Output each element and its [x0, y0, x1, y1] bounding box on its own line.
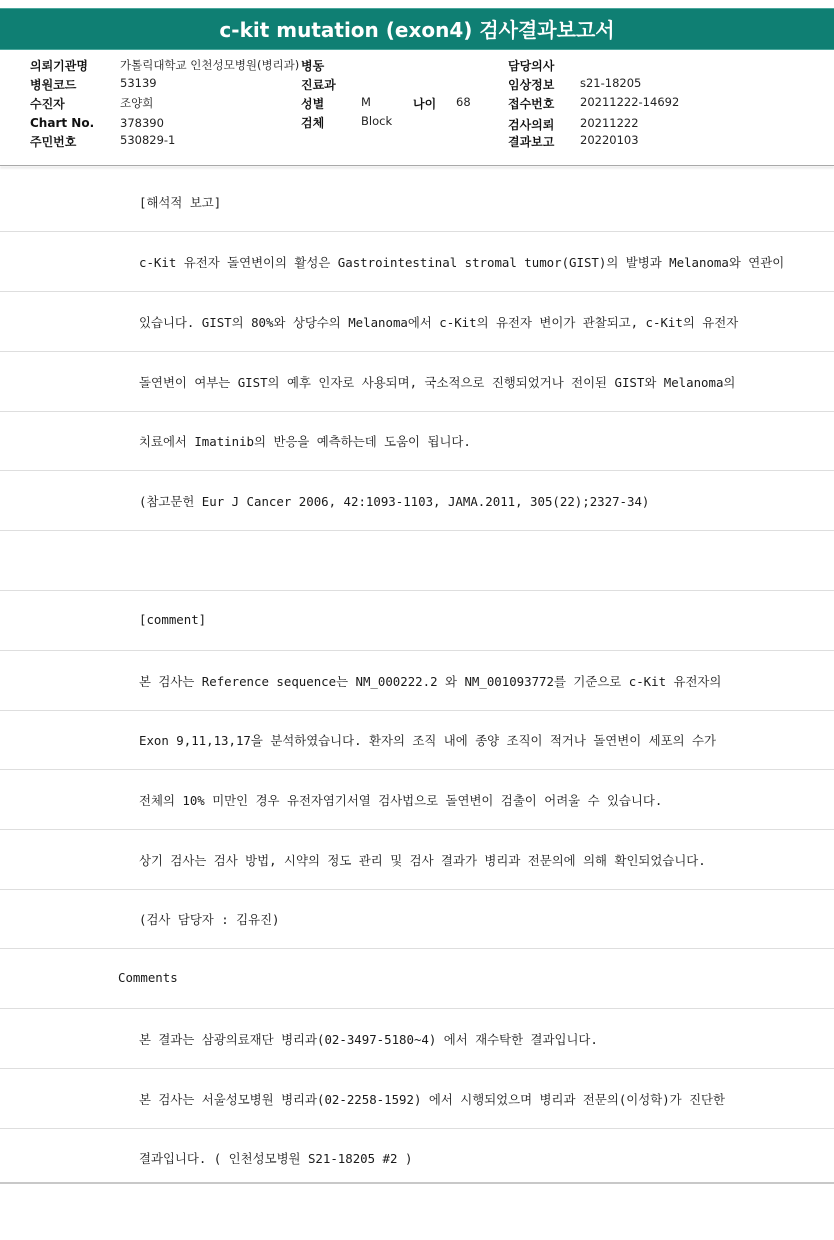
patient-label: 수진자 — [30, 97, 65, 111]
report-line-text: 본 결과는 삼광의료재단 병리과(02-3497-5180~4) 에서 재수탁한 결과입니다. — [139, 1032, 598, 1047]
report-line — [0, 830, 834, 890]
report-line — [0, 889, 834, 949]
report-line-text: 본 검사는 Reference sequence는 NM_000222.2 와 NM_001093772를 기준으로 c-Kit 유전자의 — [139, 674, 722, 689]
report-line — [0, 411, 834, 471]
request-date-value: 20211222 — [580, 116, 639, 130]
clinical-info-value: s21-18205 — [580, 76, 642, 90]
hospital-code-label: 병원코드 — [30, 78, 77, 92]
chart-no-label: Chart No. — [30, 116, 95, 130]
report-line — [0, 292, 834, 352]
report-line — [0, 232, 834, 292]
header-divider — [0, 165, 834, 166]
report-line — [0, 1069, 834, 1129]
institution-label: 의뢰기관명 — [30, 59, 88, 73]
report-line-text: 본 검사는 서울성모병원 병리과(02-2258-1592) 에서 시행되었으며 병리과 전문의(이성학)가 진단한 — [139, 1092, 725, 1107]
report-line — [0, 1009, 834, 1069]
receipt-value: 20211222-14692 — [580, 95, 680, 109]
report-line — [0, 352, 834, 412]
department-label: 진료과 — [301, 78, 336, 92]
report-line-text: (참고문헌 Eur J Cancer 2006, 42:1093-1103, JAMA.2011, 305(22);2327-34) — [139, 494, 650, 509]
specimen-label: 검체 — [301, 116, 325, 130]
patient-value: 조양희 — [120, 96, 154, 110]
report-line — [0, 471, 834, 531]
sex-label: 성별 — [301, 97, 325, 111]
report-line — [0, 591, 834, 651]
report-line-text: 상기 검사는 검사 방법, 시약의 정도 관리 및 검사 결과가 병리과 전문의에 의해 확인되었습니다. — [139, 853, 706, 868]
report-line-text: 전체의 10% 미만인 경우 유전자염기서열 검사법으로 돌연변이 검출이 어려울 수 있습니다. — [139, 793, 663, 808]
report-line-text: [comment] — [139, 612, 207, 627]
report-date-label: 결과보고 — [508, 135, 555, 149]
report-line — [0, 1128, 834, 1187]
report-line-text: c-Kit 유전자 돌연변이의 활성은 Gastrointestinal stromal tumor(GIST)의 발병과 Melanoma와 연관이 — [139, 255, 785, 270]
report-line-text: [해석적 보고] — [139, 195, 222, 210]
hospital-code-value: 53139 — [120, 76, 157, 90]
report-line — [0, 949, 834, 1009]
chart-no-value: 378390 — [120, 116, 164, 130]
age-value: 68 — [456, 95, 471, 109]
age-label: 나이 — [413, 97, 437, 111]
report-line-text: Exon 9,11,13,17을 분석하였습니다. 환자의 조직 내에 종양 조직이 적거나 돌연변이 세포의 수가 — [139, 733, 716, 748]
report-line — [0, 531, 834, 591]
request-date-label: 검사의뢰 — [508, 118, 555, 132]
report-line — [0, 710, 834, 770]
sex-value: M — [361, 95, 371, 109]
report-line — [0, 651, 834, 711]
report-date-value: 20220103 — [580, 133, 639, 147]
report-line-text: 치료에서 Imatinib의 반응을 예측하는데 도움이 됩니다. — [139, 434, 471, 449]
report-line-text: 돌연변이 여부는 GIST의 예후 인자로 사용되며, 국소적으로 진행되었거나 전이된 GIST와 Melanoma의 — [139, 375, 736, 390]
report-line — [0, 770, 834, 830]
rrn-label: 주민번호 — [30, 135, 77, 149]
footer-divider — [0, 1182, 834, 1184]
clinical-info-label: 임상정보 — [508, 78, 555, 92]
rrn-value: 530829-1 — [120, 133, 176, 147]
patient-info-header — [0, 52, 834, 164]
report-title: c-kit mutation (exon4) 검사결과보고서 — [0, 8, 834, 50]
report-line-text: 있습니다. GIST의 80%와 상당수의 Melanoma에서 c-Kit의 유전자 변이가 관찰되고, c-Kit의 유전자 — [139, 315, 739, 330]
receipt-label: 접수번호 — [508, 97, 555, 111]
specimen-value: Block — [361, 114, 393, 128]
institution-value: 가톨릭대학교 인천성모병원(병리과) — [120, 58, 300, 72]
doctor-label: 담당의사 — [508, 59, 555, 73]
comments-heading: Comments — [118, 970, 178, 985]
report-line — [0, 172, 834, 232]
report-line-text: 결과입니다. ( 인천성모병원 S21-18205 #2 ) — [139, 1151, 413, 1166]
report-line-text: (검사 담당자 : 김유진) — [139, 912, 280, 927]
ward-label: 병동 — [301, 59, 325, 73]
